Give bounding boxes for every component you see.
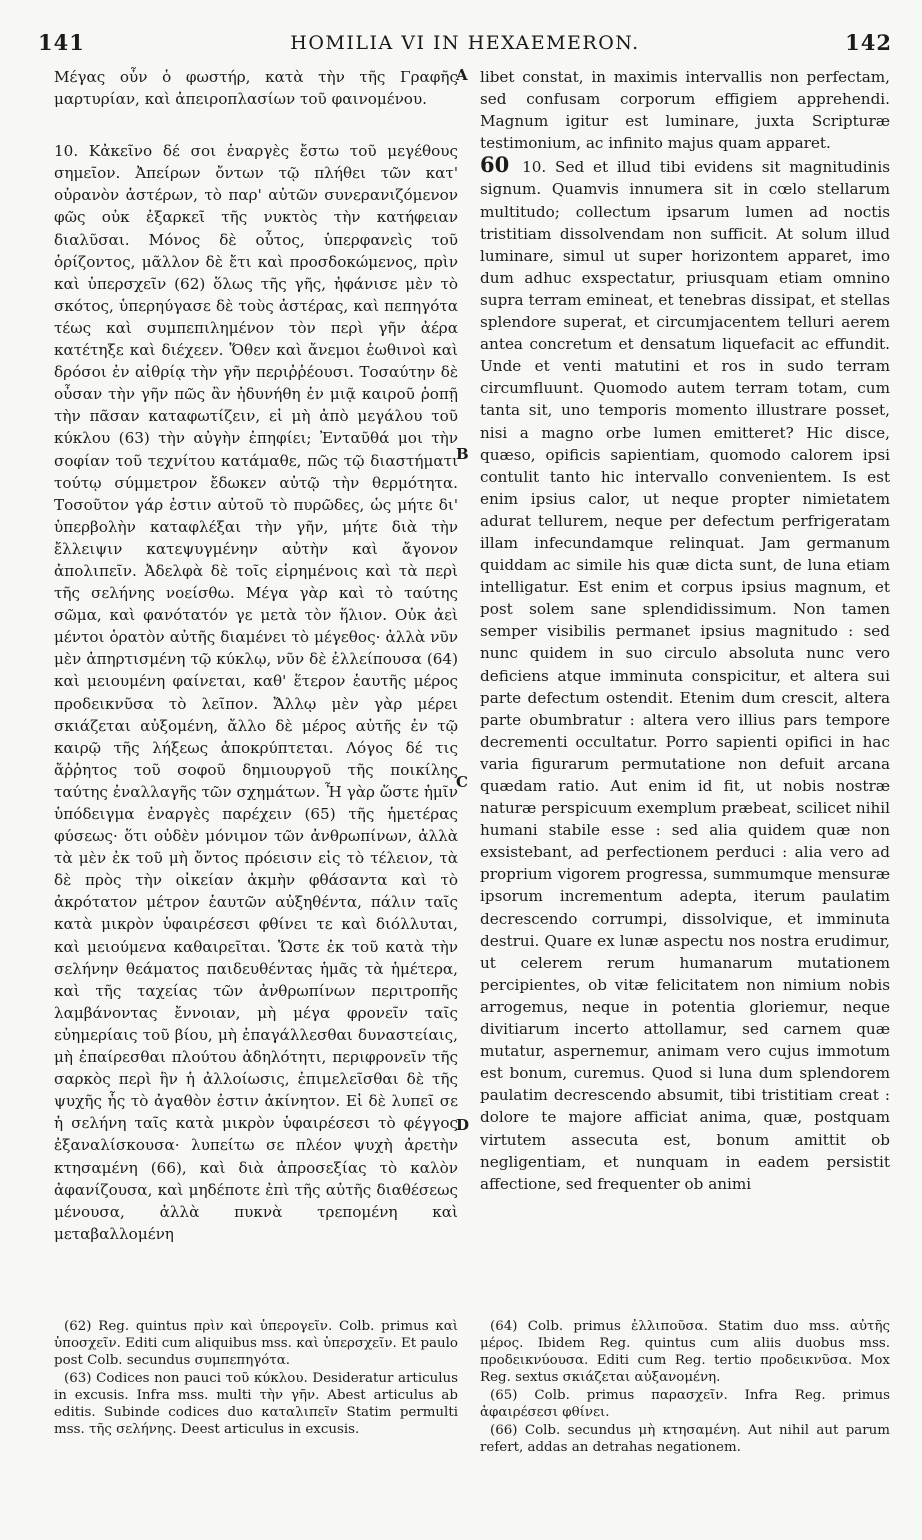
greek-section-10 xyxy=(54,140,458,1245)
footnotes-left xyxy=(54,1318,458,1439)
latin-section-10 xyxy=(480,154,890,1194)
page-number-right: 142 xyxy=(845,30,892,55)
running-title: HOMILIA VI IN HEXAEMERON. xyxy=(290,32,640,54)
margin-marker-a: A xyxy=(456,66,468,84)
latin-section-number: 10. xyxy=(522,158,547,177)
greek-section-number: 10. xyxy=(54,142,79,161)
margin-marker-c: C xyxy=(456,773,468,791)
running-header xyxy=(38,30,892,60)
margin-marker-b: B xyxy=(456,445,469,463)
column-number: 60 xyxy=(480,152,510,178)
latin-section-text: Sed et illud tibi evidens sit magnitudinis signum. Quamvis innumera sit in cœlo stellarum multitudo; collectum ipsarum lumen ad noctis tristitiam dissolvendam non sufficit. At solum illud luminare, simul ut super horizontem apparet, imo dum adhuc exspectatur, priusquam etiam omnino supra terram emineat, et tenebras dissipat, et stellas splendore superat, et circumjacentem telluri aerem antea concretum et densatum liquefacit ac effundit. Unde et venti matutini et ros in sudo terram circumfluunt. Quomodo autem terram totam, cum tanta sit, uno temporis momento illustrare posset, nisi a magno orbe lumen emitteret? Hic disce, quæso, opificis sapientiam, quomodo calorem ipsi contulit tanto hic intervallo convenientem. Is est enim ipsius calor, ut neque propter nimietatem adurat tellurem, neque per defectum perfrigeratam illam infecundamque relinquat. Jam germanum quiddam ac simile his quæ dicta sunt, de luna etiam intelligatur. Est enim et corpus ipsius magnum, et post solem sane splendidissimum. Non tamen semper visibilis permanet ipsius magnitudo : sed nunc quidem in suo circulo absoluta nunc vero deficiens atque imminuta conspicitur, et altera sui parte defectum ostendit. Etenim dum crescit, altera parte obumbratur : altera vero illius pars tempore decrementi occultatur. Porro sapienti opifici in hac varia figurarum permutatione non defuit arcana quædam ratio. Aut enim id fit, ut nobis nostræ naturæ perspicuum exemplum præbeat, scilicet nihil humani stabile esse : sed alia quidem quæ non exsistebant, ad perfectionem perduci : alia vero ad proprium vigorem progressa, summumque mensuræ ipsorum incrementum adepta, iterum paulatim decrescendo corrumpi, dissolvique, et imminuta destrui. Quare ex lunæ aspectu nos nostra erudimur, ut celerem rerum humanarum mutationem percipientes, ob vitæ felicitatem non nimium nobis arrogemus, neque in potentia gloriemur, neque divitiarum incerto attollamur, sed carnem quæ mutatur, aspernemur, animam vero cujus immotum est bonum, curemus. Quod si luna dum splendorem paulatim decrescendo absumit, tibi tristitiam creat : dolore te majore afficiat anima, quæ, postquam virtutem assecuta est, bonum amittit ob negligentiam, et nunquam in eadem persistit affectione, sed frequenter ob animi xyxy=(480,158,891,1193)
footnote-66: (66) Colb. secundus μὴ κτησαμένη. Aut nihil aut parum refert, addas an detrahas negationem. xyxy=(480,1423,890,1455)
footnote-62: (62) Reg. quintus πρὶν καὶ ὑπερογεῖν. Colb. primus καὶ ὑποσχεῖν. Editi cum aliquibus mss. καὶ ὑπερσχεῖν. Et paulo post Colb. secundus συμπεπηγότα. xyxy=(54,1319,458,1368)
footnote-63: (63) Codices non pauci τοῦ κύκλου. Desideratur articulus in excusis. Infra mss. multi τὴν γῆν. Abest articulus ab editis. Subinde codices duo καταλιπεῖν Statim permulti mss. τῆς σελήνης. Deest articulus in excusis. xyxy=(54,1371,458,1437)
page-number-left: 141 xyxy=(38,30,85,55)
footnote-64: (64) Colb. primus ἐλλιποῦσα. Statim duo mss. αὐτῆς μέρος. Ibidem Reg. quintus cum aliis duobus mss. προδεικνύουσα. Editi cum Reg. tertio προδεικνῦσα. Mox Reg. sextus σκιάζεται αὐξανομένη. xyxy=(480,1319,890,1385)
footnote-65: (65) Colb. primus παρασχεῖν. Infra Reg. primus ἀφαιρέσεσι φθίνει. xyxy=(480,1388,890,1420)
footnotes-right xyxy=(480,1318,890,1457)
latin-paragraph: libet constat, in maximis intervallis non perfectam, sed confusam corporum effigiem apprehendi. Magnum igitur est luminare, juxta Scripturæ testimonium, ac infinito majus quam apparet. xyxy=(480,68,890,153)
margin-marker-d: D xyxy=(456,1116,470,1134)
greek-paragraph: Μέγας οὖν ὁ φωστήρ, κατὰ τὴν τῆς Γραφῆς μαρτυρίαν, καὶ ἀπειροπλασίων τοῦ φαινομένου. xyxy=(54,68,458,109)
greek-section-text: Κἀκεῖνο δέ σοι ἐναργὲς ἔστω τοῦ μεγέθους σημεῖον. Ἀπείρων ὄντων τῷ πλήθει τῶν κατ' οὐρανὸν ἀστέρων, τὸ παρ' αὐτῶν συνερανιζόμενον φῶς οὐκ ἐξαρκεῖ τῆς νυκτὸς τὴν κατήφειαν διαλῦσαι. Μόνος δὲ οὗτος, ὑπερφανεὶς τοῦ ὁρίζοντος, μᾶλλον δὲ ἔτι καὶ προσδοκώμενος, πρὶν καὶ ὑπερσχεῖν (62) ὅλως τῆς γῆς, ἠφάνισε μὲν τὸ σκότος, ὑπερηύγασε δὲ τοὺς ἀστέρας, καὶ πεπηγότα τέως καὶ συμπεπιλημένον τὸν περὶ γῆν ἀέρα κατέτηξε καὶ διέχεεν. Ὅθεν καὶ ἄνεμοι ἑωθινοὶ καὶ δρόσοι ἐν αἰθρίᾳ τὴν γῆν περιῤῥέουσι. Τοσαύτην δὲ οὖσαν τὴν γῆν πῶς ἂν ἠδυνήθη ἐν μιᾷ καιροῦ ῥοπῇ τὴν πᾶσαν καταφωτίζειν, εἰ μὴ ἀπὸ μεγάλου τοῦ κύκλου (63) τὴν αὐγὴν ἐπηφίει; Ἐνταῦθά μοι τὴν σοφίαν τοῦ τεχνίτου κατάμαθε, πῶς τῷ διαστήματι τούτῳ σύμμετρον ἔδωκεν αὐτῷ τὴν θερμότητα. Τοσοῦτον γάρ ἐστιν αὐτοῦ τὸ πυρῶδες, ὡς μήτε δι' ὑπερβολὴν καταφλέξαι τὴν γῆν, μήτε διὰ τὴν ἔλλειψιν κατεψυγμένην αὐτὴν καὶ ἄγονον ἀπολιπεῖν. Ἀδελφὰ δὲ τοῖς εἰρημένοις καὶ τὰ περὶ τῆς σελήνης νοείσθω. Μέγα γὰρ καὶ τὸ ταύτης σῶμα, καὶ φανότατόν γε μετὰ τὸν ἥλιον. Οὐκ ἀεὶ μέντοι ὁρατὸν αὐτῆς διαμένει τὸ μέγεθος· ἀλλὰ νῦν μὲν ἀπηρτισμένη τῷ κύκλῳ, νῦν δὲ ἐλλείπουσα (64) καὶ μειουμένη φαίνεται, καθ' ἕτερον ἑαυτῆς μέρος προδεικνῦσα τὸ λεῖπον. Ἄλλῳ μὲν γὰρ μέρει σκιάζεται αὐξομένη, ἄλλο δὲ μέρος αὐτῆς ἐν τῷ καιρῷ τῆς λήξεως ἀποκρύπτεται. Λόγος δέ τις ἄῤῥητος τοῦ σοφοῦ δημιουργοῦ τῆς ποικίλης ταύτης ἐναλλαγῆς τῶν σχημάτων. Ἦ γὰρ ὥστε ἡμῖν ὑπόδειγμα ἐναργὲς παρέχειν (65) τῆς ἡμετέρας φύσεως· ὅτι οὐδὲν μόνιμον τῶν ἀνθρωπίνων, ἀλλὰ τὰ μὲν ἐκ τοῦ μὴ ὄντος πρόεισιν εἰς τὸ τέλειον, τὰ δὲ πρὸς τὴν οἰκείαν ἀκμὴν φθάσαντα καὶ τὸ ἀκρότατον μέτρον ἑαυτῶν αὐξηθέντα, πάλιν ταῖς κατὰ μικρὸν ὑφαιρέσεσι φθίνει τε καὶ διόλλυται, καὶ μειούμενα καθαιρεῖται. Ὥστε ἐκ τοῦ κατὰ τὴν σελήνην θεάματος παιδευθέντας ἡμᾶς τὰ ἡμέτερα, καὶ τῆς ταχείας τῶν ἀνθρωπίνων περιτροπῆς λαμβάνοντας ἔννοιαν, μὴ μέγα φρονεῖν ταῖς εὐημερίαις τοῦ βίου, μὴ ἐπαγάλλεσθαι δυναστείαις, μὴ ἐπαίρεσθαι πλούτου ἀδηλότητι, περιφρονεῖν τῆς σαρκὸς περὶ ἣν ἡ ἀλλοίωσις, ἐπιμελεῖσθαι δὲ τῆς ψυχῆς ἧς τὸ ἀγαθὸν ἐστιν ἀκίνητον. Εἰ δὲ λυπεῖ σε ἡ σελήνη ταῖς κατὰ μικρὸν ὑφαιρέσεσι τὸ φέγγος ἐξαναλίσκουσα· λυπείτω σε πλέον ψυχὴ ἀρετὴν κτησαμένη (66), καὶ διὰ ἀπροσεξίας τὸ καλὸν ἀφανίζουσα, καὶ μηδέποτε ἐπὶ τῆς αὐτῆς διαθέσεως μένουσα, ἀλλὰ πυκνὰ τρεπομένη καὶ μεταβαλλομένη xyxy=(54,142,458,1243)
latin-text-column xyxy=(480,66,890,1195)
greek-text-column xyxy=(54,66,458,1245)
